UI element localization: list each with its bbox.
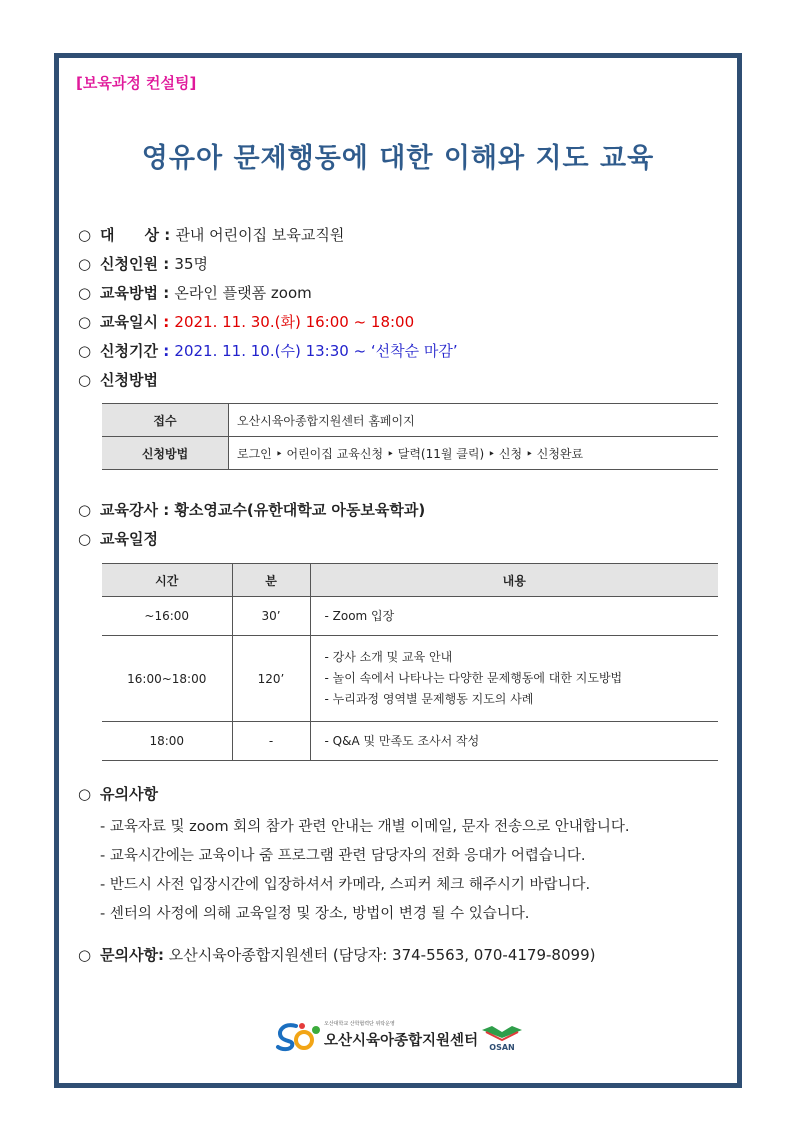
circle-bullet-icon: ○ bbox=[78, 371, 92, 389]
osan-label: OSAN bbox=[489, 1043, 515, 1052]
content-cell bbox=[310, 722, 718, 761]
content-cell bbox=[310, 597, 718, 636]
note-item: - 교육시간에는 교육이나 줌 프로그램 관련 담당자의 전화 응대가 어렵습니다. bbox=[100, 848, 586, 864]
info-target: ○ 대 상 : 관내 어린이집 보육교직원 bbox=[78, 226, 345, 244]
table-head-cell: 신청방법 bbox=[102, 437, 229, 470]
circle-bullet-icon: ○ bbox=[78, 284, 92, 302]
info-contact bbox=[78, 945, 595, 965]
info-period: ○ 신청기간 : 2021. 11. 10.(수) 13:30 ~ ‘선착순 마감’ bbox=[78, 342, 458, 360]
note-item: - 교육자료 및 zoom 회의 참가 관련 안내는 개별 이메일, 문자 전송으로 안내합니다. bbox=[100, 819, 630, 835]
circle-bullet-icon: ○ bbox=[78, 785, 92, 803]
center-name: 오산시육아종합지원센터 bbox=[324, 1033, 479, 1049]
info-label: 교육강사 bbox=[100, 501, 158, 519]
info-instructor: ○ 교육강사 : 황소영교수(유한대학교 아동보육학과) bbox=[78, 501, 426, 519]
info-count: ○ 신청인원 : 35명 bbox=[78, 255, 208, 273]
info-value: 2021. 11. 10.(수) 13:30 ~ ‘선착순 마감’ bbox=[174, 342, 458, 360]
content-line: - Q&A 및 만족도 조사서 작성 bbox=[324, 733, 480, 748]
circle-bullet-icon: ○ bbox=[78, 313, 92, 331]
center-subtitle: 오산대학교 산학협력단 위탁운영 bbox=[324, 1021, 395, 1027]
table-row bbox=[102, 722, 718, 761]
info-label: 유의사항 bbox=[100, 785, 158, 803]
circle-bullet-icon: ○ bbox=[78, 342, 92, 360]
table-cell: 로그인 ‣ 어린이집 교육신청 ‣ 달력(11월 클릭) ‣ 신청 ‣ 신청완료 bbox=[229, 437, 719, 470]
notes-list bbox=[100, 813, 629, 929]
info-value: 온라인 플랫폼 zoom bbox=[174, 284, 312, 302]
info-value: 황소영교수(유한대학교 아동보육학과) bbox=[174, 501, 426, 519]
info-value: 2021. 11. 30.(화) 16:00 ~ 18:00 bbox=[174, 313, 415, 331]
content-line: - 강사 소개 및 교육 안내 bbox=[324, 650, 453, 664]
category-tag: [보육과정 컨설팅] bbox=[76, 74, 197, 92]
info-schedule bbox=[78, 529, 158, 549]
column-header: 분 bbox=[232, 564, 310, 597]
note-item: - 반드시 사전 입장시간에 입장하셔서 카메라, 스피커 체크 해주시기 바랍니다. bbox=[100, 877, 591, 893]
page-title: 영유아 문제행동에 대한 이해와 지도 교육 bbox=[141, 143, 655, 174]
content-line: - 놀이 속에서 나타나는 다양한 문제행동에 대한 지도방법 bbox=[324, 671, 623, 685]
info-label: 신청기간 bbox=[100, 342, 158, 360]
info-label: 신청인원 bbox=[100, 255, 158, 273]
circle-bullet-icon: ○ bbox=[78, 255, 92, 273]
schedule-table bbox=[102, 563, 718, 761]
time-cell: ~16:00 bbox=[102, 597, 232, 636]
info-label: 대 상 bbox=[100, 226, 159, 244]
table-row bbox=[102, 404, 718, 437]
table-row bbox=[102, 636, 718, 722]
info-date: ○ 교육일시 : 2021. 11. 30.(화) 16:00 ~ 18:00 bbox=[78, 313, 415, 331]
info-label: 신청방법 bbox=[100, 371, 158, 389]
info-method: ○ 교육방법 : 온라인 플랫폼 zoom bbox=[78, 284, 312, 302]
info-value: 관내 어린이집 보육교직원 bbox=[175, 226, 345, 244]
minutes-cell: - bbox=[232, 722, 310, 761]
content-line: - Zoom 입장 bbox=[324, 608, 395, 623]
time-cell: 16:00~18:00 bbox=[102, 636, 232, 722]
column-header: 내용 bbox=[310, 564, 718, 597]
info-label: 교육방법 bbox=[100, 284, 158, 302]
minutes-cell: 120’ bbox=[232, 636, 310, 722]
table-row bbox=[102, 437, 718, 470]
info-label: 교육일시 bbox=[100, 313, 158, 331]
minutes-cell: 30’ bbox=[232, 597, 310, 636]
content-cell bbox=[310, 636, 718, 722]
apply-table bbox=[102, 403, 718, 470]
circle-bullet-icon: ○ bbox=[78, 946, 92, 964]
table-head-cell: 접수 bbox=[102, 404, 229, 437]
table-header-row bbox=[102, 564, 718, 597]
info-apply bbox=[78, 370, 158, 390]
circle-bullet-icon: ○ bbox=[78, 226, 92, 244]
note-item: - 센터의 사정에 의해 교육일정 및 장소, 방법이 변경 될 수 있습니다. bbox=[100, 906, 530, 922]
column-header: 시간 bbox=[102, 564, 232, 597]
table-cell: 오산시육아종합지원센터 홈페이지 bbox=[229, 404, 719, 437]
time-cell: 18:00 bbox=[102, 722, 232, 761]
circle-bullet-icon: ○ bbox=[78, 501, 92, 519]
info-value: 35명 bbox=[174, 255, 208, 273]
info-notes bbox=[78, 784, 158, 804]
info-label: 문의사항: bbox=[100, 946, 164, 964]
circle-bullet-icon: ○ bbox=[78, 530, 92, 548]
info-value: 오산시육아종합지원센터 (담당자: 374-5563, 070-4179-8099) bbox=[168, 946, 596, 964]
info-label: 교육일정 bbox=[100, 530, 158, 548]
center-logo-icon bbox=[274, 1020, 322, 1052]
osan-city-logo bbox=[480, 1022, 524, 1052]
content-line: - 누리과정 영역별 문제행동 지도의 사례 bbox=[324, 692, 534, 706]
table-row bbox=[102, 597, 718, 636]
